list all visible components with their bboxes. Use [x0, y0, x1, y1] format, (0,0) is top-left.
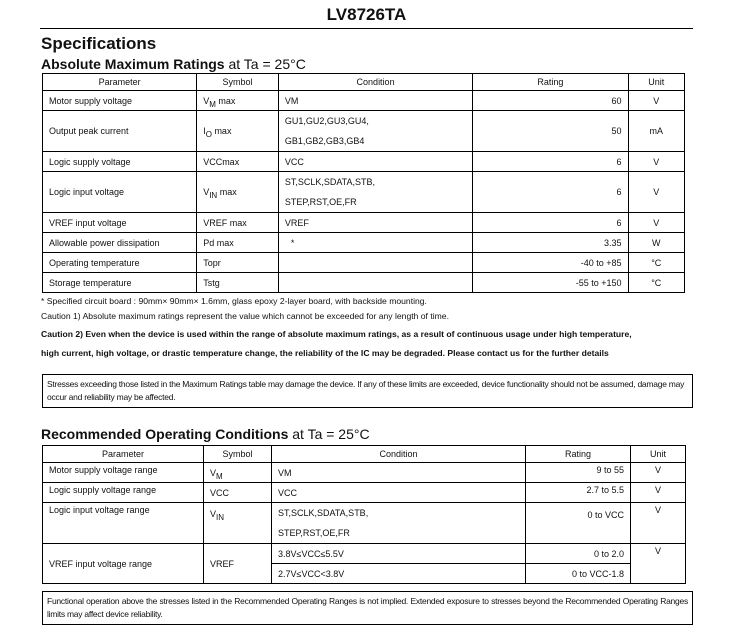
param-cell: VREF input voltage [43, 213, 197, 233]
param-cell: Logic supply voltage range [43, 483, 204, 503]
symbol-subscript: IN [209, 191, 218, 200]
condition-cell: VCC [278, 152, 473, 172]
condition-cell [278, 111, 473, 152]
param-cell: Logic input voltage range [43, 503, 204, 544]
abs-max-table [42, 73, 685, 293]
condition-cell [278, 273, 473, 293]
condition-line: ST,SCLK,SDATA,STB, [284, 177, 376, 187]
symbol-cell: Pd max [197, 233, 279, 253]
table-row [43, 463, 686, 483]
table-row [43, 273, 685, 293]
param-cell: Logic input voltage [43, 172, 197, 213]
symbol-cell: VCC [204, 483, 272, 503]
condition-cell: VM [278, 91, 473, 111]
table-row [43, 213, 685, 233]
rec-op-notice-box: Functional operation above the stresses listed in the Recommended Operating Ranges is not implied. Extended exposure to stresses beyond the Recommended Operating Ranges limits may affect device reliability. [42, 591, 693, 625]
col-header-rating: Rating [473, 74, 628, 91]
unit-cell: V [631, 483, 686, 503]
unit-cell: °C [628, 253, 684, 273]
param-cell: Motor supply voltage [43, 91, 197, 111]
symbol-cell: Topr [197, 253, 279, 273]
rating-cell: 6 [473, 152, 628, 172]
unit-cell: V [628, 152, 684, 172]
unit-cell: °C [628, 273, 684, 293]
table-header-row [43, 74, 685, 91]
condition-cell: VREF [278, 213, 473, 233]
condition-cell: * [278, 233, 473, 253]
param-cell: VREF input voltage range [43, 544, 204, 584]
unit-cell: V [628, 213, 684, 233]
rating-cell: 9 to 55 [526, 463, 631, 483]
table-row [43, 503, 686, 544]
section-title: Specifications [41, 34, 157, 53]
unit-cell: V [628, 91, 684, 111]
param-cell: Motor supply voltage range [43, 463, 204, 483]
condition-cell [278, 253, 473, 273]
symbol-cell: $V_M$ max [197, 91, 279, 111]
condition-line: STEP,RST,OE,FR [278, 528, 350, 538]
condition-cell [278, 172, 473, 213]
table-row [43, 111, 685, 152]
col-header-symbol: Symbol [204, 446, 272, 463]
rating-cell: 6 [473, 172, 628, 213]
symbol-cell: $V_{IN}$ [204, 503, 272, 544]
abs-max-condition: at Ta = 25°C [228, 56, 306, 72]
rating-cell: 3.35 [473, 233, 628, 253]
condition-cell: VCC [272, 483, 526, 503]
unit-cell: V [631, 463, 686, 483]
symbol-cell: $V_M$ [204, 463, 272, 483]
condition-line: ST,SCLK,SDATA,STB, [278, 508, 369, 518]
table-row [43, 483, 686, 503]
param-cell: Operating temperature [43, 253, 197, 273]
col-header-rating: Rating [526, 446, 631, 463]
condition-cell: 3.8V≤VCC≤5.5V [272, 544, 526, 564]
rating-cell: -40 to +85 [473, 253, 628, 273]
rating-cell: 60 [473, 91, 628, 111]
rec-op-title: Recommended Operating Conditions [41, 426, 289, 442]
rating-cell: 2.7 to 5.5 [526, 483, 631, 503]
rating-cell: 0 to 2.0 [526, 544, 631, 564]
symbol-subscript: O [205, 130, 212, 139]
param-cell: Output peak current [43, 111, 197, 152]
condition-line: GB1,GB2,GB3,GB4 [284, 136, 365, 146]
symbol-cell: $I_O$ max [197, 111, 279, 152]
symbol-cell: Tstg [197, 273, 279, 293]
title-rule [40, 28, 693, 29]
rec-op-condition: at Ta = 25°C [292, 426, 370, 442]
rec-op-table [42, 445, 686, 584]
symbol-cell: VCCmax [197, 152, 279, 172]
condition-line: STEP,RST,OE,FR [284, 197, 357, 207]
circuit-board-footnote: * Specified circuit board : 90mm× 90mm× 1.6mm, glass epoxy 2-layer board, with backside mounting. [41, 296, 427, 306]
symbol-subscript: M [216, 471, 223, 481]
col-header-unit: Unit [631, 446, 686, 463]
param-cell: Logic supply voltage [43, 152, 197, 172]
rec-op-heading [41, 426, 370, 442]
condition-line: GU1,GU2,GU3,GU4, [284, 116, 369, 126]
table-row [43, 152, 685, 172]
unit-cell: V [631, 544, 686, 584]
condition-cell [272, 503, 526, 544]
unit-cell: V [628, 172, 684, 213]
symbol-cell: VREF max [197, 213, 279, 233]
caution-2-line-1: Caution 2) Even when the device is used within the range of absolute maximum ratings, as a result of continuous usage under high temperature, [41, 329, 632, 339]
col-header-parameter: Parameter [43, 74, 197, 91]
table-row [43, 233, 685, 253]
table-row [43, 91, 685, 111]
stress-notice-box: Stresses exceeding those listed in the Maximum Ratings table may damage the device. If any of these limits are exceeded, device functionality should not be assumed, damage may occur and reliability may be affected. [42, 374, 693, 408]
symbol-cell: VREF [204, 544, 272, 584]
table-header-row [43, 446, 686, 463]
condition-cell: VM [272, 463, 526, 483]
part-number-title: LV8726TA [326, 5, 407, 24]
rating-cell: 50 [473, 111, 628, 152]
caution-1: Caution 1) Absolute maximum ratings represent the value which cannot be exceeded for any length of time. [41, 311, 449, 321]
param-cell: Storage temperature [43, 273, 197, 293]
table-row [43, 544, 686, 564]
rating-cell: 0 to VCC-1.8 [526, 564, 631, 584]
abs-max-heading [41, 56, 306, 72]
caution-2-line-2: high current, high voltage, or drastic temperature change, the reliability of the IC may be degraded. Please contact us for the further details [41, 348, 609, 358]
col-header-parameter: Parameter [43, 446, 204, 463]
rating-cell: 6 [473, 213, 628, 233]
unit-cell: W [628, 233, 684, 253]
param-cell: Allowable power dissipation [43, 233, 197, 253]
col-header-condition: Condition [272, 446, 526, 463]
col-header-condition: Condition [278, 74, 473, 91]
abs-max-title: Absolute Maximum Ratings [41, 56, 225, 72]
condition-cell: 2.7V≤VCC<3.8V [272, 564, 526, 584]
col-header-unit: Unit [628, 74, 684, 91]
symbol-subscript: IN [216, 513, 225, 522]
table-row [43, 253, 685, 273]
rating-cell: -55 to +150 [473, 273, 628, 293]
table-row [43, 172, 685, 213]
rating-cell: 0 to VCC [526, 503, 631, 544]
col-header-symbol: Symbol [197, 74, 279, 91]
unit-cell: mA [628, 111, 684, 152]
symbol-subscript: M [209, 99, 216, 109]
unit-cell: V [631, 503, 686, 544]
symbol-cell: $V_{IN}$ max [197, 172, 279, 213]
